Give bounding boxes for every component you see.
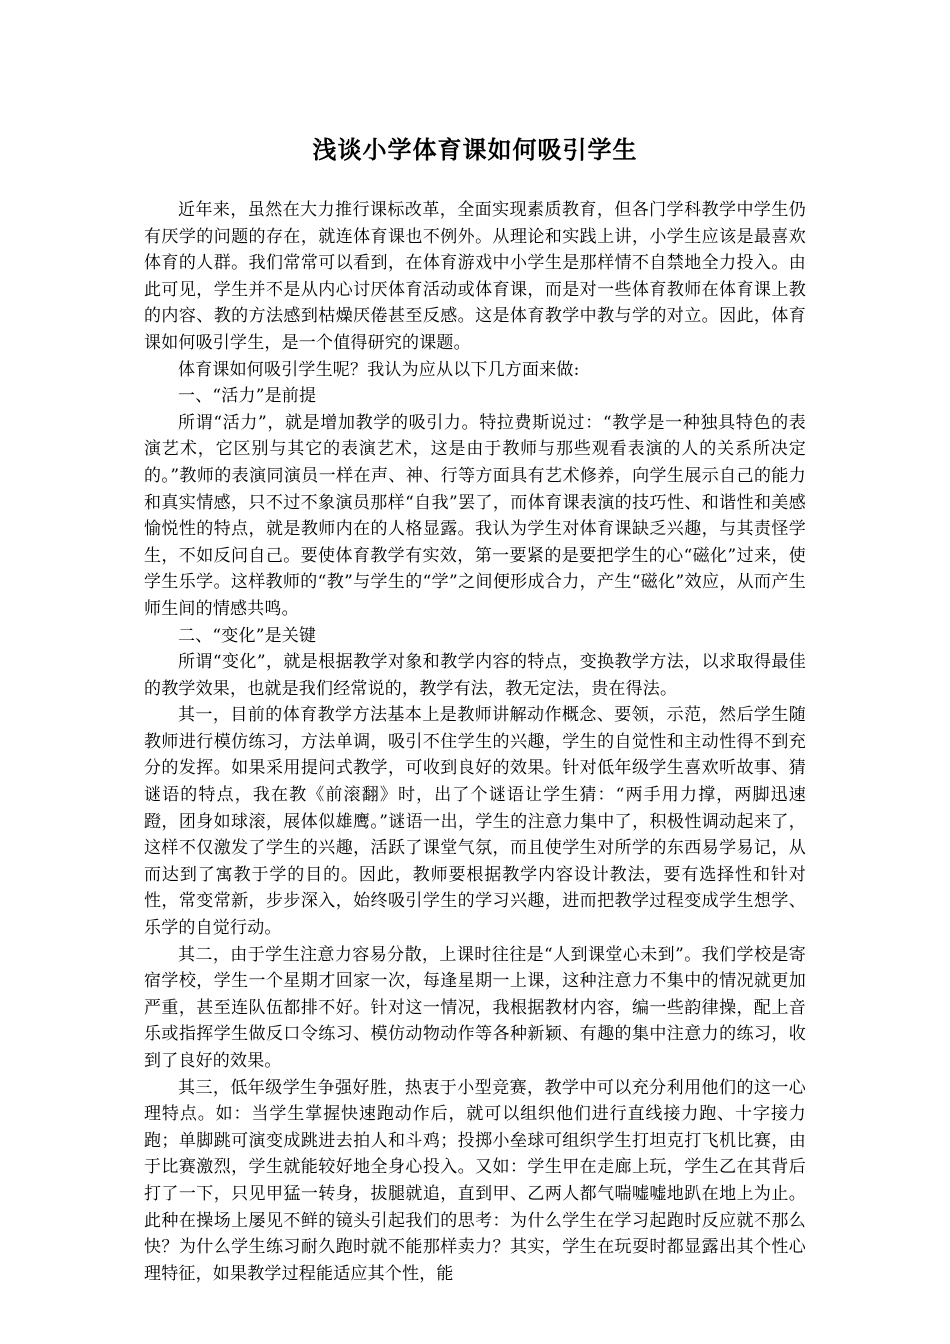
section-heading-change: 二、“变化”是关键	[178, 625, 317, 646]
paragraph-question: 体育课如何吸引学生呢？我认为应从以下几方面来做:	[178, 359, 580, 380]
section-heading-vitality: 一、“活力”是前提	[178, 386, 317, 407]
paragraph-first-point: 其一，目前的体育教学方法基本上是教师讲解动作概念、要领，示范，然后学生随教师进行模仿练习，方法单调，吸引不住学生的兴趣，学生的自觉性和主动性得不到充分的发挥。如果采用提问式教学，可收到良好的效果。针对低年级学生喜欢听故事、猜谜语的特点，我在教《前滚翻》时，出了个谜语让学生猜：“两手用力撑，两脚迅速蹬，团身如球滚，展体似雄鹰。”谜语一出，学生的注意力集中了，积极性调动起来了，这样不仅激发了学生的兴趣，活跃了课堂气氛，而且使学生对所学的东西易学易记，从而达到了寓教于学的目的。因此，教师要根据教学内容设计教法，要有选择性和针对性，常变常新，步步深入，始终吸引学生的学习兴趣，进而把教学过程变成学生想学、乐学的自觉行动。	[144, 705, 806, 939]
document-body	[144, 197, 806, 1287]
document-title: 浅谈小学体育课如何吸引学生	[312, 136, 638, 164]
paragraph-change: 所谓“变化”，就是根据教学对象和教学内容的特点，变换教学方法，以求取得最佳的教学效果，也就是我们经常说的，教学有法，教无定法，贵在得法。	[144, 652, 806, 699]
paragraph-second-point: 其二，由于学生注意力容易分散，上课时往往是“人到课堂心未到”。我们学校是寄宿学校，学生一个星期才回家一次，每逢星期一上课，这种注意力不集中的情况就更加严重，甚至连队伍都排不好。针对这一情况，我根据教材内容，编一些韵律操，配上音乐或指挥学生做反口令练习、模仿动物动作等各种新颖、有趣的集中注意力的练习，收到了良好的效果。	[144, 944, 806, 1071]
paragraph-intro: 近年来，虽然在大力推行课标改革，全面实现素质教育，但各门学科教学中学生仍有厌学的问题的存在，就连体育课也不例外。从理论和实践上讲，小学生应该是最喜欢体育的人群。我们常常可以看到，在体育游戏中小学生是那样情不自禁地全力投入。由此可见，学生并不是从内心讨厌体育活动或体育课，而是对一些体育教师在体育课上教的内容、教的方法感到枯燥厌倦甚至反感。这是体育教学中教与学的对立。因此，体育课如何吸引学生，是一个值得研究的课题。	[144, 200, 806, 353]
paragraph-third-point: 其三，低年级学生争强好胜，热衷于小型竞赛，教学中可以充分利用他们的这一心理特点。如：当学生掌握快速跑动作后，就可以组织他们进行直线接力跑、十字接力跑；单脚跳可演变成跳进去拍人和斗鸡；投掷小垒球可组织学生打坦克打飞机比赛，由于比赛激烈，学生就能较好地全身心投入。又如：学生甲在走廊上玩，学生乙在其背后打了一下，只见甲猛一转身，拔腿就追，直到甲、乙两人都气喘嘘嘘地趴在地上为止。此种在操场上屡见不鲜的镜头引起我们的思考：为什么学生在学习起跑时反应就不那么快？为什么学生练习耐久跑时就不能那样卖力？其实，学生在玩耍时都显露出其个性心理特征，如果教学过程能适应其个性，能	[144, 1077, 806, 1284]
paragraph-vitality: 所谓“活力”，就是增加教学的吸引力。特拉费斯说过：“教学是一种独具特色的表演艺术，它区别与其它的表演艺术，这是由于教师与那些观看表演的人的关系所决定的。”教师的表演同演员一样在声、神、行等方面具有艺术修养，向学生展示自己的能力和真实情感，只不过不象演员那样“自我”罢了，而体育课表演的技巧性、和谐性和美感愉悦性的特点，就是教师内在的人格显露。我认为学生对体育课缺乏兴趣，与其责怪学生，不如反问自己。要使体育教学有实效，第一要紧的是要把学生的心“磁化”过来，使学生乐学。这样教师的“教”与学生的“学”之间便形成合力，产生“磁化”效应，从而产生师生间的情感共鸣。	[144, 412, 806, 619]
